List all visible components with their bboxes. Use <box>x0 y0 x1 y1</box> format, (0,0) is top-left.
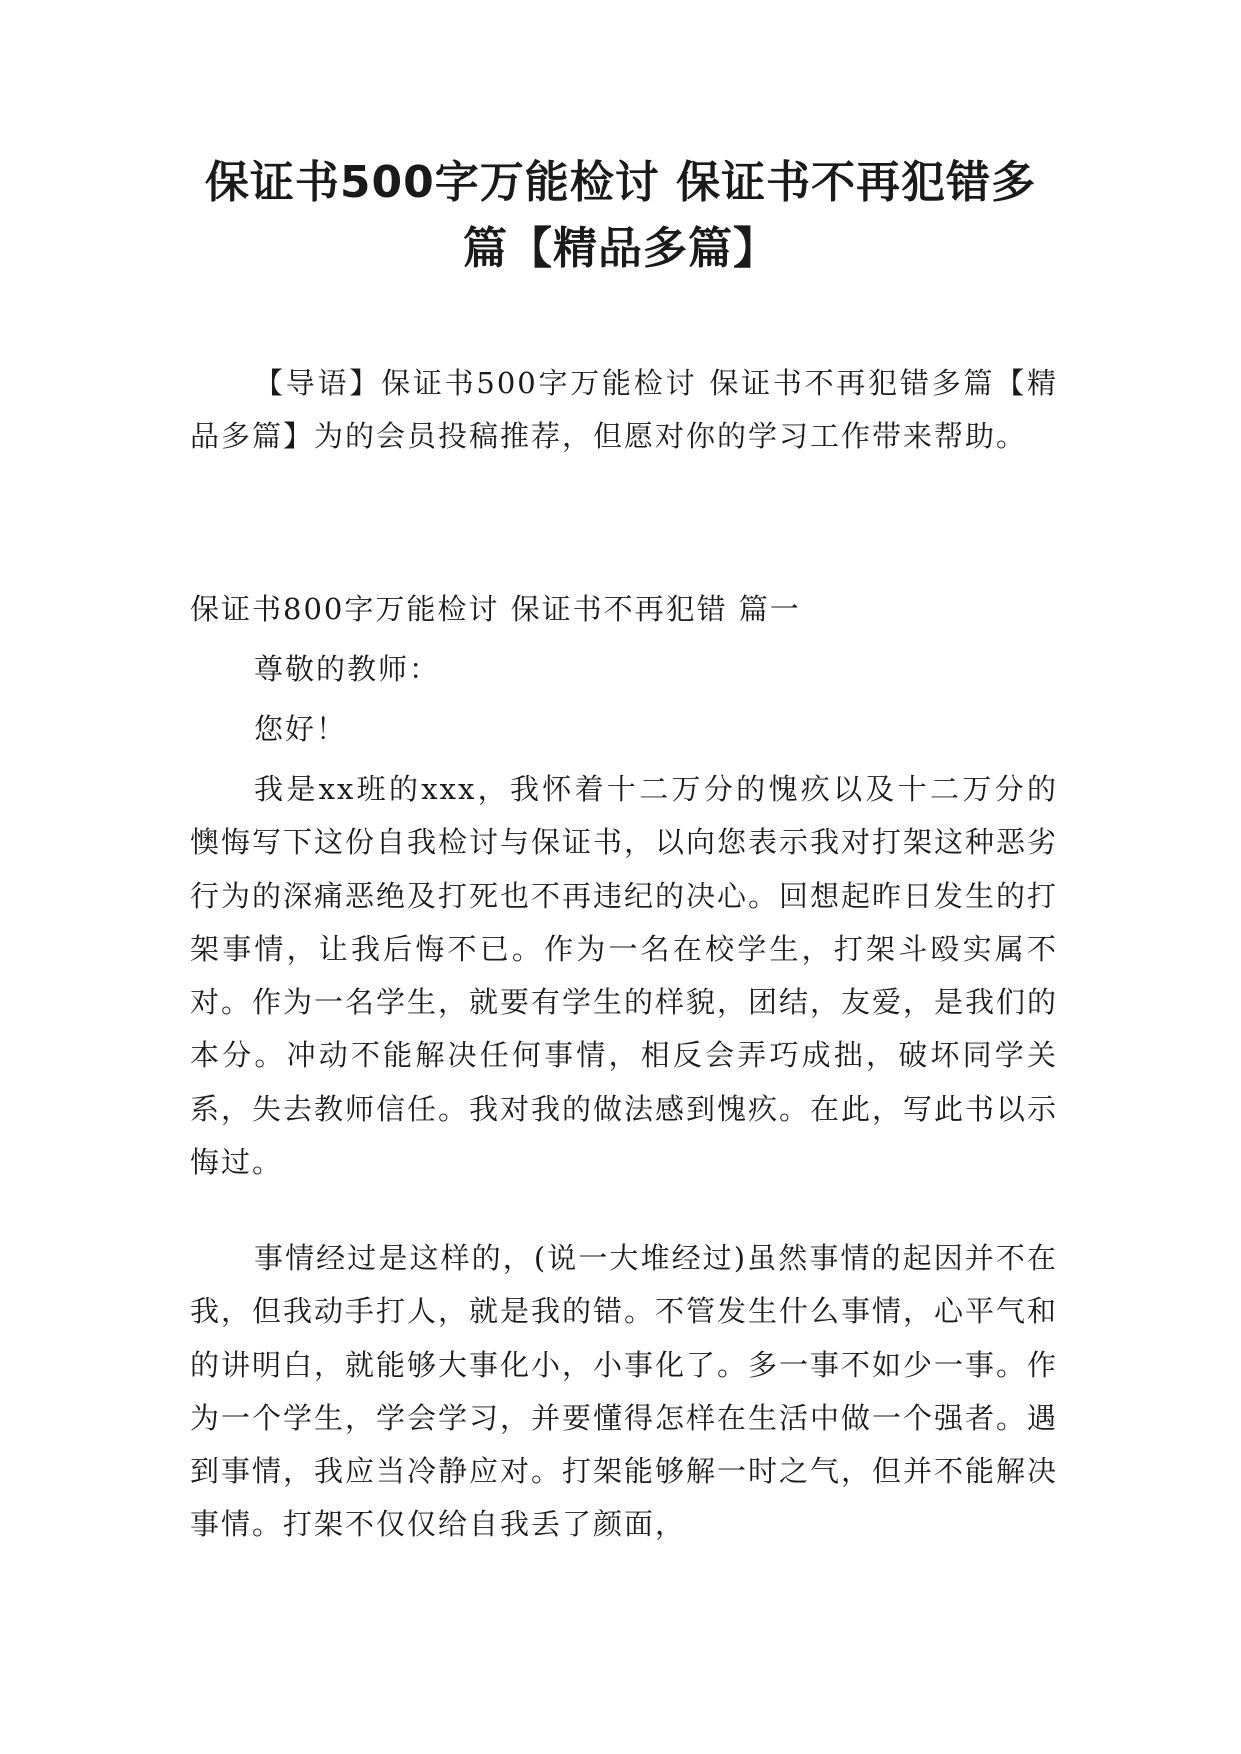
salutation: 尊敬的教师： <box>254 652 441 686</box>
body-paragraph-2: 事情经过是这样的，(说一大堆经过)虽然事情的起因并不在我，但我动手打人，就是我的错。不管发生什么事情，心平气和的讲明白，就能够大事化小，小事化了。多一事不如少一事。作为一个学生，学会学习，并要懂得怎样在生活中做一个强者。遇到事情，我应当冷静应对。打架能够解一时之气，但并不能解决事情。打架不仅仅给自我丢了颜面， <box>190 1241 1059 1542</box>
document-title-line-1: 保证书500字万能检讨 保证书不再犯错多 <box>204 157 1037 208</box>
intro-paragraph: 【导语】保证书500字万能检讨 保证书不再犯错多篇【精品多篇】为的会员投稿推荐，但愿对你的学习工作带来帮助。 <box>190 366 1058 454</box>
section-heading: 保证书800字万能检讨 保证书不再犯错 篇一 <box>190 592 801 626</box>
body-paragraph-1: 我是xx班的xxx，我怀着十二万分的愧疚以及十二万分的懊悔写下这份自我检讨与保证书，以向您表示我对打架这种恶劣行为的深痛恶绝及打死也不再违纪的决心。回想起昨日发生的打架事情，让我后悔不已。作为一名在校学生，打架斗殴实属不对。作为一名学生，就要有学生的样貌，团结，友爱，是我们的本分。冲动不能解决任何事情，相反会弄巧成拙，破坏同学关系，失去教师信任。我对我的做法感到愧疚。在此，写此书以示悔过。 <box>190 772 1059 1180</box>
greeting: 您好！ <box>254 712 348 746</box>
document-title <box>150 150 1091 282</box>
document-title-line-2: 篇【精品多篇】 <box>463 223 778 274</box>
